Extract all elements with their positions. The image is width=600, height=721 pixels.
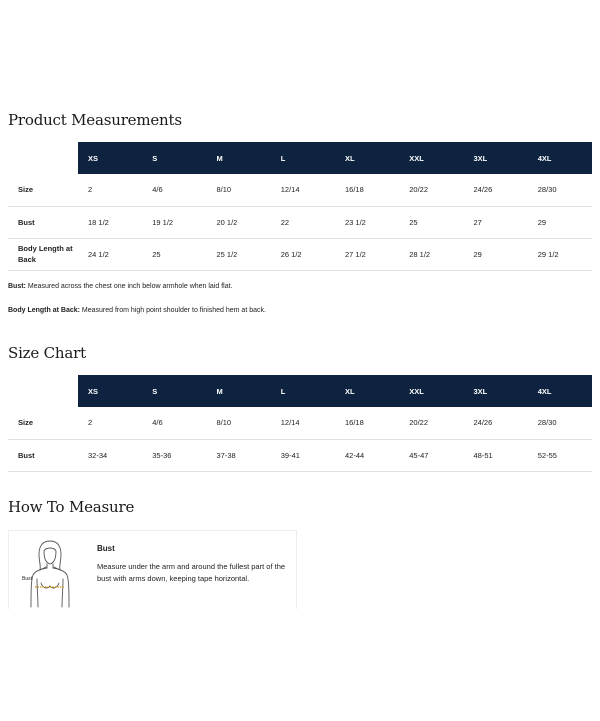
table-cell: 24 1/2: [88, 249, 109, 259]
bust-measure-card: [8, 530, 297, 609]
header-size-m: M: [207, 142, 271, 174]
table-cell: 16/18: [345, 185, 364, 195]
bust-measure-illustration-icon: [15, 537, 85, 609]
table-cell: 39-41: [280, 450, 300, 460]
table-cell: 22: [280, 217, 290, 227]
table-cell: 27 1/2: [345, 249, 366, 259]
table-cell: 24/26: [473, 418, 493, 428]
header-size-4xl: 4XL: [528, 142, 592, 174]
bust-note: [8, 283, 233, 290]
table-cell: 4/6: [152, 418, 163, 428]
table-cell: 19 1/2: [152, 217, 174, 227]
body-length-note: [8, 307, 266, 314]
size-chart-title: Size Chart: [8, 344, 86, 362]
table-cell: 37-38: [216, 450, 236, 460]
header-size-m: M: [207, 375, 271, 407]
header-size-l: L: [271, 375, 335, 407]
table-cell: 32-34: [88, 450, 108, 460]
table-cell: 4/6: [152, 185, 163, 195]
bust-description: Measure under the arm and around the fullest part of the bust with arms down, keeping tape horizontal.: [97, 562, 286, 583]
table-cell: 45-47: [409, 450, 429, 460]
table-cell: 24/26: [473, 185, 493, 195]
table-cell: 26 1/2: [280, 249, 302, 259]
bust-heading: Bust: [97, 544, 115, 553]
header-size-xl: XL: [335, 375, 399, 407]
table-cell: 28 1/2: [409, 249, 431, 259]
header-size-xxl: XXL: [399, 142, 463, 174]
header-size-3xl: 3XL: [464, 375, 528, 407]
table-cell: 18 1/2: [88, 217, 109, 227]
table-cell: 23 1/2: [345, 217, 366, 227]
table-cell: 42-44: [345, 450, 365, 460]
note-text: Measured across the chest one inch below armhole when laid flat.: [25, 283, 233, 290]
table-cell: 29: [473, 249, 482, 259]
table-cell: 25: [152, 249, 161, 259]
how-to-measure-title: How To Measure: [8, 498, 135, 516]
table-header-row: [8, 375, 592, 407]
table-cell: 25 1/2: [216, 249, 238, 259]
header-blank-cell: [8, 375, 78, 407]
header-size-xl: XL: [335, 142, 399, 174]
table-header-row: [8, 142, 592, 174]
table-cell: 12/14: [280, 185, 300, 195]
size-chart-table: [8, 375, 592, 472]
table-cell: 12/14: [280, 418, 300, 428]
table-cell: 29 1/2: [537, 249, 559, 259]
table-cell: 29: [537, 217, 547, 227]
note-term: Bust:: [8, 283, 26, 290]
header-size-xs: XS: [78, 375, 142, 407]
header-blank-cell: [8, 142, 78, 174]
product-measurements-title: Product Measurements: [8, 111, 182, 129]
row-label: Size: [18, 418, 34, 428]
table-cell: 16/18: [345, 418, 364, 428]
table-cell: 25: [409, 217, 418, 227]
table-cell: 28/30: [537, 185, 557, 195]
note-term: Body Length at Back:: [8, 307, 80, 314]
product-measurements-table: [8, 142, 592, 271]
header-size-3xl: 3XL: [464, 142, 528, 174]
table-cell: 20/22: [409, 185, 429, 195]
table-cell: 8/10: [216, 185, 232, 195]
table-row-bust: [8, 206, 592, 238]
table-cell: 20/22: [409, 418, 429, 428]
table-cell: 2: [88, 418, 93, 428]
row-label: Bust: [18, 217, 35, 227]
table-row-size: [8, 174, 592, 206]
row-label: Bust: [18, 450, 35, 460]
note-text: Measured from high point shoulder to finished hem at back.: [79, 307, 266, 314]
table-row-size: [8, 407, 592, 439]
header-size-l: L: [271, 142, 335, 174]
row-label: Size: [18, 185, 34, 195]
table-cell: 35-36: [152, 450, 172, 460]
table-cell: 27: [473, 217, 482, 227]
header-size-s: S: [142, 142, 206, 174]
table-cell: 48-51: [473, 450, 493, 460]
header-size-xxl: XXL: [399, 375, 463, 407]
table-cell: 28/30: [537, 418, 557, 428]
header-size-s: S: [142, 375, 206, 407]
table-cell: 20 1/2: [216, 217, 238, 227]
header-size-4xl: 4XL: [528, 375, 592, 407]
header-size-xs: XS: [78, 142, 142, 174]
row-label: Body Length at Back: [18, 244, 73, 264]
table-cell: 52-55: [537, 450, 557, 460]
table-row-body-length: [8, 238, 592, 270]
table-cell: 2: [88, 185, 93, 195]
table-row-bust: [8, 439, 592, 471]
table-cell: 8/10: [216, 418, 232, 428]
illustration-bust-label: Bust: [22, 576, 33, 582]
